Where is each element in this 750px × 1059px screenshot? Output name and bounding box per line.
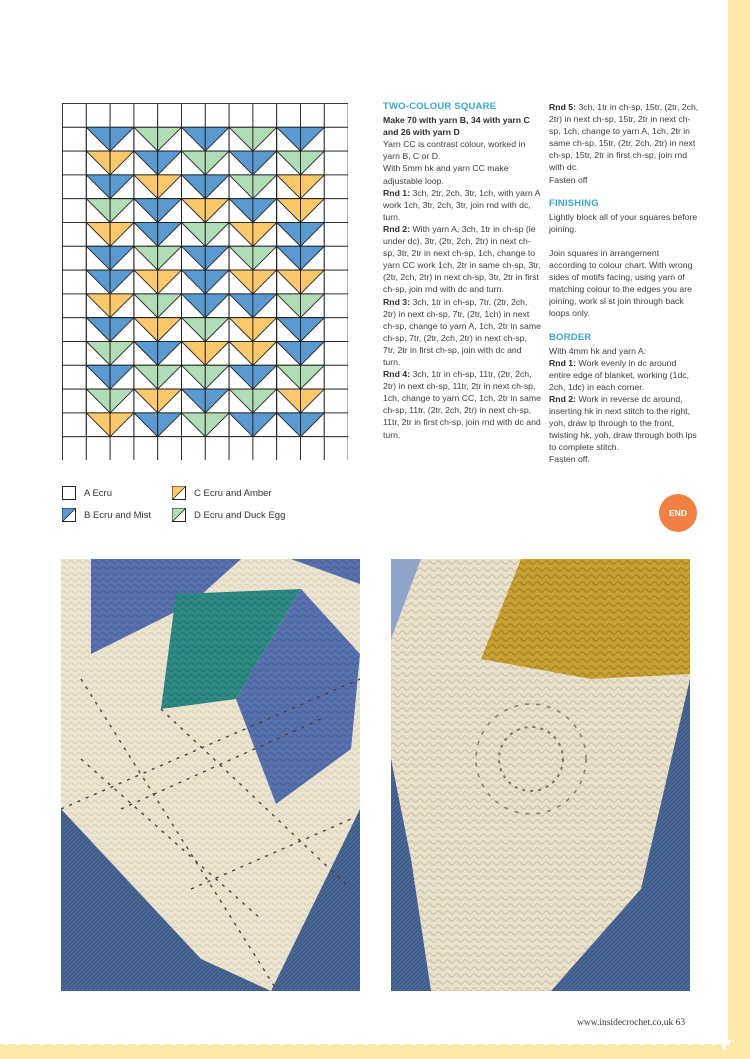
chart-cell-ecru xyxy=(324,151,348,175)
chart-cell-ecru xyxy=(324,389,348,413)
chart-cell-duck-egg xyxy=(205,223,229,247)
chart-cell-amber xyxy=(301,270,325,294)
chart-cell-ecru xyxy=(205,104,229,128)
chart-cell-ecru xyxy=(63,223,87,247)
legend-label-b: B Ecru and Mist xyxy=(84,510,152,521)
chart-cell-duck-egg xyxy=(229,127,253,151)
chart-cell-mist xyxy=(277,318,301,342)
chart-cell-mist xyxy=(110,127,134,151)
chart-cell-amber xyxy=(158,175,182,199)
chart-cell-amber xyxy=(301,389,325,413)
rnd-4-text: 3ch, 1tr in ch-sp, 11tr, (2tr, 2ch, 2tr) in next ch-sp, 11tr, 2tr in next ch-sp, 1ch, change to yarn CC, 1ch, 2tr in same ch-sp, 11tr, (2tr, 2ch, 2tr) in next ch-sp, 11tr, 2tr in first ch-sp, join rnd with dc and turn. xyxy=(383,369,541,440)
border-rnd-2-label: Rnd 2: xyxy=(549,393,577,404)
chart-cell-mist xyxy=(110,246,134,270)
border-rnd-1-text: Work evenly in dc around entire edge of blanket, working (1dc, 2ch, 1dc) in each corner. xyxy=(549,357,690,392)
chart-cell-duck-egg xyxy=(229,246,253,270)
chart-cell-duck-egg xyxy=(253,246,277,270)
chart-cell-amber xyxy=(253,223,277,247)
chart-cell-mist xyxy=(182,389,206,413)
rnd-1 xyxy=(383,187,541,223)
chart-cell-ecru xyxy=(158,104,182,128)
chart-cell-amber xyxy=(86,151,110,175)
rnd-4 xyxy=(383,368,541,441)
finishing-text-2: Join squares in arrangement according to colour chart. With wrong sides of motifs facing, using yarn of matching colour to the edges you are joining, work sl st join through back loops only. xyxy=(549,247,693,319)
chart-cell-amber xyxy=(158,318,182,342)
chart-cell-amber xyxy=(158,270,182,294)
chart-cell-duck-egg xyxy=(134,127,158,151)
chart-cell-duck-egg xyxy=(110,342,134,366)
chart-cell-mist xyxy=(277,342,301,366)
chart-cell-amber xyxy=(110,223,134,247)
chart-cell-duck-egg xyxy=(205,413,229,437)
chart-cell-duck-egg xyxy=(86,389,110,413)
chart-cell-mist xyxy=(301,318,325,342)
end-badge: END xyxy=(659,494,697,532)
chart-cell-mist xyxy=(134,413,158,437)
chart-cell-mist xyxy=(110,318,134,342)
chart-cell-mist xyxy=(301,342,325,366)
chart-cell-mist xyxy=(205,294,229,318)
chart-cell-ecru xyxy=(158,437,182,460)
chart-cell-ecru xyxy=(324,175,348,199)
chart-cell-duck-egg xyxy=(182,318,206,342)
chart-cell-mist xyxy=(86,365,110,389)
rnd-3-text: 3ch, 1tr in ch-sp, 7tr, (2tr, 2ch, 2tr) in next ch-sp, 7tr, (2tr, 1ch) in next ch-sp, change to yarn A, 1ch, 2tr in same ch-sp, 7tr, (2tr, 2ch, 2tr) in next ch-sp, 7tr, 2tr in first ch-sp, join with dc and turn. xyxy=(383,296,541,367)
chart-cell-mist xyxy=(301,223,325,247)
border-rnd-1 xyxy=(549,357,699,393)
chart-cell-duck-egg xyxy=(205,318,229,342)
chart-cell-amber xyxy=(86,223,110,247)
chart-cell-mist xyxy=(158,151,182,175)
chart-cell-mist xyxy=(277,127,301,151)
chart-cell-amber xyxy=(253,318,277,342)
chart-cell-amber xyxy=(301,199,325,223)
chart-cell-duck-egg xyxy=(86,342,110,366)
chart-cell-duck-egg xyxy=(182,151,206,175)
blanket-photo-left xyxy=(61,559,360,991)
chart-cell-amber xyxy=(277,389,301,413)
chart-cell-mist xyxy=(182,294,206,318)
make-instructions: Make 70 with yarn B, 34 with yarn C and 26 with yarn D xyxy=(383,115,530,138)
chart-cell-amber xyxy=(205,342,229,366)
chart-cell-amber xyxy=(134,389,158,413)
chart-cell-ecru xyxy=(182,437,206,460)
chart-cell-mist xyxy=(301,127,325,151)
chart-cell-duck-egg xyxy=(253,175,277,199)
chart-cell-duck-egg xyxy=(182,365,206,389)
chart-cell-mist xyxy=(253,413,277,437)
chart-cell-amber xyxy=(158,389,182,413)
chart-cell-amber xyxy=(205,199,229,223)
chart-cell-ecru xyxy=(63,151,87,175)
chart-cell-duck-egg xyxy=(229,389,253,413)
blanket-photo-right xyxy=(391,559,690,991)
rnd-1-text: 3ch, 2tr, 2ch, 3tr, 1ch, with yarn A work 1ch, 3tr, 2ch, 3tr, join rnd with dc, turn. xyxy=(383,187,540,222)
chart-cell-ecru xyxy=(134,437,158,460)
chart-cell-mist xyxy=(229,199,253,223)
chart-cell-ecru xyxy=(63,270,87,294)
page-footer xyxy=(577,1018,685,1028)
chart-cell-mist xyxy=(277,413,301,437)
chart-cell-amber xyxy=(182,199,206,223)
chart-cell-mist xyxy=(158,413,182,437)
rnd-1-label: Rnd 1: xyxy=(383,187,411,198)
chart-cell-mist xyxy=(158,199,182,223)
chart-cell-duck-egg xyxy=(134,246,158,270)
chart-cell-mist xyxy=(158,342,182,366)
chart-cell-ecru xyxy=(324,127,348,151)
chart-cell-duck-egg xyxy=(134,294,158,318)
legend-label-d: D Ecru and Duck Egg xyxy=(194,510,286,521)
scalloped-border-bottom xyxy=(0,1040,734,1052)
chart-cell-duck-egg xyxy=(301,151,325,175)
finishing-heading: FINISHING xyxy=(549,197,599,209)
rnd-3-label: Rnd 3: xyxy=(383,296,411,307)
chart-cell-amber xyxy=(253,342,277,366)
chart-cell-ecru xyxy=(63,413,87,437)
chart-cell-mist xyxy=(253,294,277,318)
chart-cell-amber xyxy=(229,270,253,294)
chart-cell-duck-egg xyxy=(301,294,325,318)
chart-cell-mist xyxy=(277,223,301,247)
chart-cell-mist xyxy=(229,365,253,389)
border-rnd-2 xyxy=(549,393,697,453)
chart-cell-ecru xyxy=(63,104,87,128)
chart-cell-ecru xyxy=(110,104,134,128)
chart-cell-mist xyxy=(253,151,277,175)
chart-cell-ecru xyxy=(324,294,348,318)
chart-cell-ecru xyxy=(63,365,87,389)
chart-cell-mist xyxy=(301,246,325,270)
chart-cell-duck-egg xyxy=(229,175,253,199)
rnd-5 xyxy=(549,101,699,174)
legend-swatch-mist xyxy=(62,508,76,522)
chart-cell-mist xyxy=(110,270,134,294)
chart-cell-duck-egg xyxy=(110,199,134,223)
chart-cell-amber xyxy=(277,270,301,294)
setup-text: With 5mm hk and yarn CC make adjustable loop. xyxy=(383,163,509,186)
chart-cell-amber xyxy=(86,413,110,437)
chart-cell-mist xyxy=(86,270,110,294)
chart-cell-ecru xyxy=(63,342,87,366)
chart-cell-duck-egg xyxy=(182,223,206,247)
border-rnd-1-label: Rnd 1: xyxy=(549,357,577,368)
chart-cell-mist xyxy=(253,365,277,389)
legend-swatch-duck-egg xyxy=(172,508,186,522)
chart-cell-ecru xyxy=(324,318,348,342)
chart-cell-ecru xyxy=(324,365,348,389)
chart-cell-duck-egg xyxy=(205,151,229,175)
chart-cell-ecru xyxy=(205,437,229,460)
pattern-column-2 xyxy=(549,101,699,466)
rnd-3 xyxy=(383,296,541,369)
chart-cell-ecru xyxy=(63,175,87,199)
chart-cell-amber xyxy=(277,199,301,223)
chart-cell-amber xyxy=(182,342,206,366)
chart-cell-ecru xyxy=(253,437,277,460)
chart-cell-ecru xyxy=(63,437,87,460)
chart-cell-amber xyxy=(86,294,110,318)
rnd-5-label: Rnd 5: xyxy=(549,102,577,112)
chart-legend xyxy=(62,486,322,526)
border-rnd-2-text: Work in reverse dc around, inserting hk in next stitch to the right, yoh, draw lp through to the front, twisting hk, yoh, draw through both lps to complete stitch. xyxy=(549,393,697,453)
chart-cell-ecru xyxy=(63,199,87,223)
chart-cell-amber xyxy=(134,175,158,199)
chart-cell-mist xyxy=(182,127,206,151)
chart-cell-amber xyxy=(229,318,253,342)
chart-cell-ecru xyxy=(324,270,348,294)
chart-cell-ecru xyxy=(229,104,253,128)
pattern-column-1 xyxy=(383,101,541,441)
chart-cell-mist xyxy=(134,342,158,366)
footer-url: www.insidecrochet.co.uk xyxy=(577,1018,674,1028)
chart-cell-ecru xyxy=(253,104,277,128)
chart-cell-mist xyxy=(86,127,110,151)
fasten-off-1: Fasten off xyxy=(549,174,588,185)
chart-cell-duck-egg xyxy=(158,365,182,389)
chart-cell-mist xyxy=(229,413,253,437)
chart-cell-mist xyxy=(134,151,158,175)
chart-cell-mist xyxy=(205,389,229,413)
rnd-2 xyxy=(383,223,541,296)
chart-cell-amber xyxy=(229,223,253,247)
chart-cell-ecru xyxy=(63,127,87,151)
chart-cell-ecru xyxy=(324,342,348,366)
rnd-5-text: 3ch, 1tr in ch-sp, 15tr, (2tr, 2ch, 2tr) in next ch-sp, 15tr, 2tr in next ch-sp, 1ch, change to yarn A, 1ch, 2tr in same ch-sp, 15tr, (2tr, 2ch, 2tr) in next ch-sp, 15tr, 2tr in first ch-sp, join rnd with dc. xyxy=(549,102,699,173)
chart-cell-mist xyxy=(277,246,301,270)
chart-cell-mist xyxy=(229,151,253,175)
rnd-2-text: With yarn A, 3ch, 1tr in ch-sp (ie under dc), 3tr, (2tr, 2ch, 2tr) in next ch-sp, 3tr, 2tr in next ch-sp, 1ch, change to yarn CC work 1ch, 2tr in same ch-sp, 3tr, (2tr, 2ch, 2tr) in next ch-sp, 3tr, 2tr in first ch-sp, join rnd with dc and turn. xyxy=(383,223,541,295)
chart-cell-duck-egg xyxy=(277,294,301,318)
chart-cell-ecru xyxy=(110,437,134,460)
chart-cell-duck-egg xyxy=(158,127,182,151)
legend-label-c: C Ecru and Amber xyxy=(194,488,272,499)
chart-cell-ecru xyxy=(301,104,325,128)
legend-swatch-amber xyxy=(172,486,186,500)
chart-cell-duck-egg xyxy=(253,389,277,413)
chart-cell-ecru xyxy=(229,437,253,460)
chart-cell-mist xyxy=(158,223,182,247)
chart-cell-ecru xyxy=(63,246,87,270)
chart-cell-ecru xyxy=(86,437,110,460)
chart-cell-duck-egg xyxy=(277,151,301,175)
chart-cell-amber xyxy=(110,413,134,437)
border-heading: BORDER xyxy=(549,331,592,343)
chart-cell-mist xyxy=(134,223,158,247)
chart-cell-amber xyxy=(229,342,253,366)
finishing-text-1: Lightly block all of your squares before joining. xyxy=(549,211,698,234)
chart-cell-duck-egg xyxy=(277,365,301,389)
chart-cell-mist xyxy=(86,318,110,342)
chart-cell-mist xyxy=(86,246,110,270)
chart-cell-ecru xyxy=(324,413,348,437)
chart-cell-mist xyxy=(253,199,277,223)
chart-cell-duck-egg xyxy=(205,365,229,389)
chart-cell-amber xyxy=(301,175,325,199)
chart-cell-ecru xyxy=(277,104,301,128)
chart-cell-mist xyxy=(229,294,253,318)
chart-cell-amber xyxy=(134,318,158,342)
two-colour-square-heading: TWO-COLOUR SQUARE xyxy=(383,101,497,112)
chart-cell-mist xyxy=(205,175,229,199)
scalloped-border-right xyxy=(722,0,734,1050)
page-number: 63 xyxy=(675,1018,686,1028)
chart-cell-mist xyxy=(110,365,134,389)
chart-cell-ecru xyxy=(63,318,87,342)
chart-cell-amber xyxy=(110,151,134,175)
chart-cell-amber xyxy=(134,270,158,294)
chart-cell-ecru xyxy=(86,104,110,128)
chart-cell-mist xyxy=(182,246,206,270)
chart-cell-mist xyxy=(205,246,229,270)
rnd-2-label: Rnd 2: xyxy=(383,223,411,234)
chart-cell-duck-egg xyxy=(158,246,182,270)
chart-cell-amber xyxy=(110,294,134,318)
chart-cell-duck-egg xyxy=(134,365,158,389)
chart-cell-ecru xyxy=(324,246,348,270)
chart-cell-ecru xyxy=(324,223,348,247)
chart-cell-ecru xyxy=(182,104,206,128)
chart-cell-ecru xyxy=(63,294,87,318)
chart-cell-ecru xyxy=(324,437,348,460)
chart-cell-duck-egg xyxy=(86,199,110,223)
chart-cell-duck-egg xyxy=(253,127,277,151)
chart-cell-mist xyxy=(182,270,206,294)
chart-cell-ecru xyxy=(301,437,325,460)
chart-cell-ecru xyxy=(277,437,301,460)
chart-cell-mist xyxy=(301,413,325,437)
chart-cell-ecru xyxy=(134,104,158,128)
cc-note: Yarn CC is contrast colour, worked in yarn B, C or D. xyxy=(383,139,526,162)
chart-cell-duck-egg xyxy=(158,294,182,318)
chart-cell-ecru xyxy=(63,389,87,413)
chart-cell-mist xyxy=(205,127,229,151)
chart-cell-amber xyxy=(277,175,301,199)
chart-cell-mist xyxy=(110,175,134,199)
chart-cell-duck-egg xyxy=(182,413,206,437)
rnd-4-label: Rnd 4: xyxy=(383,369,411,380)
chart-cell-ecru xyxy=(324,199,348,223)
chart-cell-mist xyxy=(205,270,229,294)
colour-chart xyxy=(62,103,348,460)
fasten-off-2: Fasten off. xyxy=(549,454,590,465)
chart-cell-ecru xyxy=(324,104,348,128)
legend-swatch-ecru xyxy=(62,486,76,500)
chart-cell-amber xyxy=(253,270,277,294)
chart-cell-mist xyxy=(182,175,206,199)
chart-cell-duck-egg xyxy=(110,389,134,413)
chart-cell-mist xyxy=(86,175,110,199)
legend-label-a: A Ecru xyxy=(84,488,112,499)
chart-cell-mist xyxy=(134,199,158,223)
chart-cell-duck-egg xyxy=(301,365,325,389)
border-setup: With 4mm hk and yarn A: xyxy=(549,345,647,356)
